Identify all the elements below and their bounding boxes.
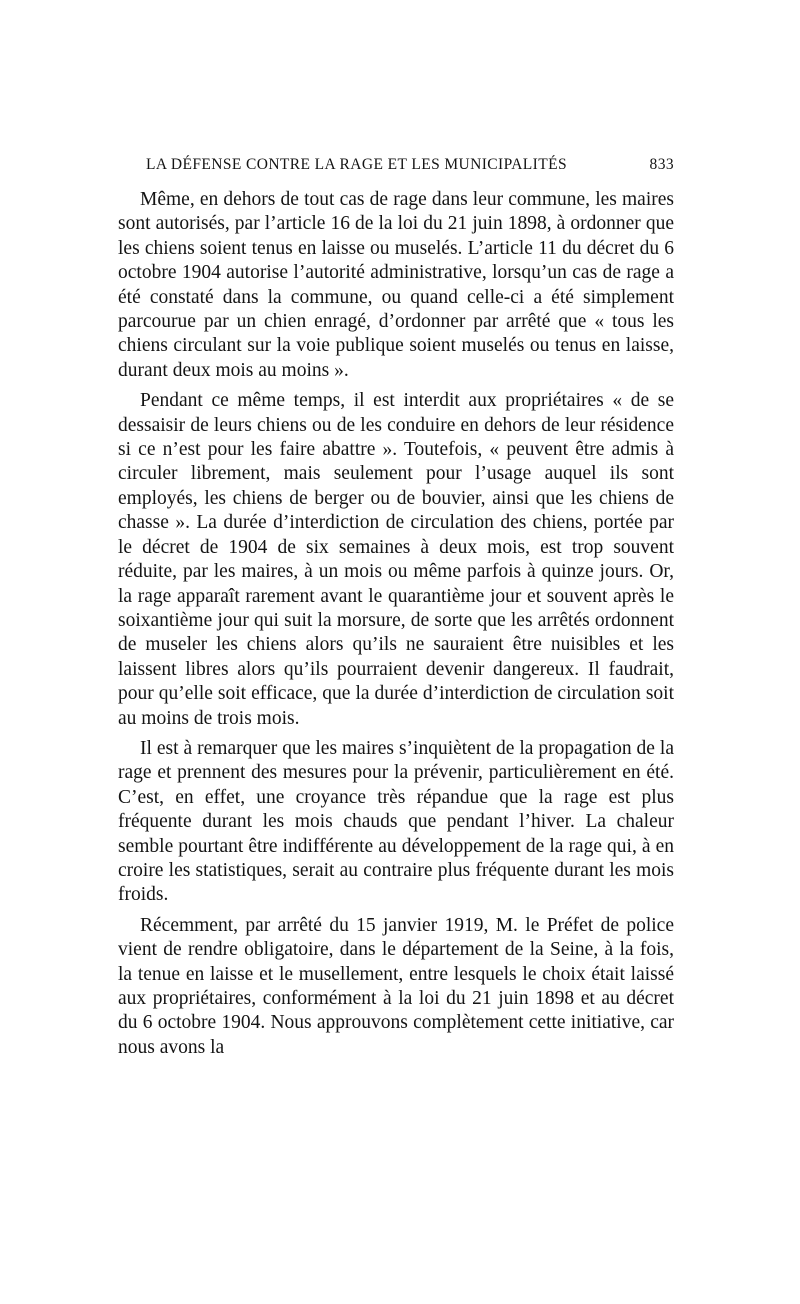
book-page (118, 150, 674, 1066)
body-text (118, 188, 674, 1060)
paragraph-1: Même, en dehors de tout cas de rage dans leur commune, les maires sont autorisés, par l’article 16 de la loi du 21 juin 1898, à ordonner que les chiens soient tenus en laisse ou muselés. L’article 11 du décret du 6 octobre 1904 autorise l’autorité administrative, lorsqu’un cas de rage a été constaté dans la commune, ou quand celle-ci a été simplement parcourue par un chien enragé, d’ordonner par arrêté que « tous les chiens circulant sur la voie publique soient muselés ou tenus en laisse, durant deux mois au moins ». (118, 189, 674, 381)
paragraph-4: Récemment, par arrêté du 15 janvier 1919, M. le Préfet de police vient de rendre obligatoire, dans le département de la Seine, à la fois, la tenue en laisse et le musellement, entre lesquels le choix était laissé aux propriétaires, conformément à la loi du 21 juin 1898 et au décret du 6 octobre 1904. Nous approuvons complètement cette initiative, car nous avons la (118, 914, 674, 1058)
running-header (118, 150, 674, 176)
paragraph-2: Pendant ce même temps, il est interdit aux propriétaires « de se dessaisir de leurs chiens ou de les conduire en dehors de leur résidence si ce n’est pour les faire abattre ». Toutefois, « peuvent être admis à circuler librement, mais seulement pour l’usage auquel ils sont employés, les chiens de berger ou de bouvier, ainsi que les chiens de chasse ». La durée d’interdiction de circulation des chiens, portée par le décret de 1904 de six semaines à deux mois, est trop souvent réduite, par les maires, à un mois ou même parfois à quinze jours. Or, la rage apparaît rarement avant le quarantième jour et souvent après le soixantième jour qui suit la morsure, de sorte que les arrêtés ordonnent de museler les chiens alors qu’ils ne sauraient être nuisibles et les laissent libres alors qu’ils pourraient devenir dangereux. Il faudrait, pour qu’elle soit efficace, que la durée d’interdiction de circulation soit au moins de trois mois. (118, 390, 674, 729)
running-title: LA DÉFENSE CONTRE LA RAGE ET LES MUNICIPALITÉS (146, 156, 567, 173)
page-number: 833 (649, 156, 674, 173)
paragraph-3: Il est à remarquer que les maires s’inquiètent de la propagation de la rage et prennent des mesures pour la prévenir, particulièrement en été. C’est, en effet, une croyance très répandue que la rage est plus fréquente durant les mois chauds que pendant l’hiver. La chaleur semble pourtant être indifférente au développement de la rage qui, à en croire les statistiques, serait au contraire plus fréquente durant les mois froids. (118, 737, 674, 906)
